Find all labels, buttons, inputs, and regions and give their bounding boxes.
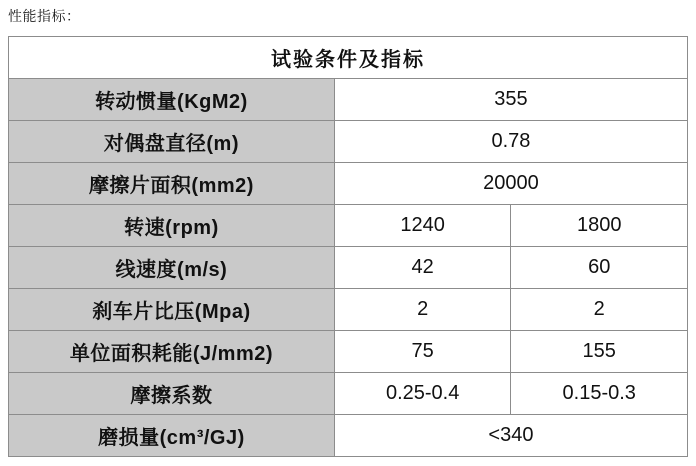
table-title: 试验条件及指标 xyxy=(9,37,688,79)
row-label: 刹车片比压(Mpa) xyxy=(9,289,335,331)
row-value: 2 xyxy=(511,289,688,331)
row-value: 0.78 xyxy=(334,121,687,163)
row-label: 转速(rpm) xyxy=(9,205,335,247)
row-value: 2 xyxy=(334,289,511,331)
row-label: 对偶盘直径(m) xyxy=(9,121,335,163)
table-row xyxy=(9,121,688,163)
row-label: 摩擦系数 xyxy=(9,373,335,415)
row-value: 355 xyxy=(334,79,687,121)
row-value: 60 xyxy=(511,247,688,289)
row-label: 磨损量(cm³/GJ) xyxy=(9,415,335,457)
table-row xyxy=(9,289,688,331)
row-value: 155 xyxy=(511,331,688,373)
spec-table xyxy=(8,36,688,457)
row-value: 1240 xyxy=(334,205,511,247)
row-value: 1800 xyxy=(511,205,688,247)
row-label: 线速度(m/s) xyxy=(9,247,335,289)
row-value: <340 xyxy=(334,415,687,457)
intro-text: 性能指标： xyxy=(8,8,81,24)
row-value: 42 xyxy=(334,247,511,289)
table-row xyxy=(9,247,688,289)
table-row xyxy=(9,163,688,205)
row-value: 0.25-0.4 xyxy=(334,373,511,415)
row-label: 摩擦片面积(mm2) xyxy=(9,163,335,205)
table-title-row xyxy=(9,37,688,79)
table-row xyxy=(9,373,688,415)
row-label: 转动惯量(KgM2) xyxy=(9,79,335,121)
row-label: 单位面积耗能(J/mm2) xyxy=(9,331,335,373)
table-row xyxy=(9,331,688,373)
table-row xyxy=(9,79,688,121)
spec-table-container xyxy=(8,36,688,457)
row-value: 0.15-0.3 xyxy=(511,373,688,415)
table-row xyxy=(9,205,688,247)
row-value: 20000 xyxy=(334,163,687,205)
table-row xyxy=(9,415,688,457)
row-value: 75 xyxy=(334,331,511,373)
